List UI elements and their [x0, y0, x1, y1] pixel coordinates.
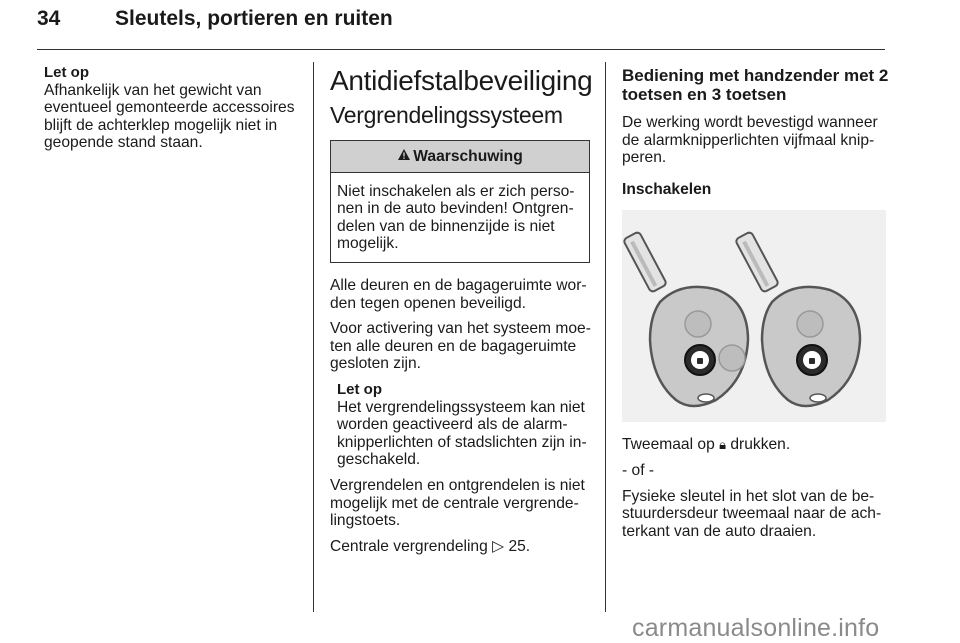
- column-2: [330, 64, 592, 563]
- xref-page: 25.: [508, 537, 531, 555]
- warning-text: Niet inschakelen als er zich personen in de auto bevinden! Ontgrendelen van de binnenzijde is niet mogelijk.: [337, 182, 575, 253]
- chapter-title: Sleutels, portieren en ruiten: [115, 7, 393, 30]
- page-header: [37, 2, 885, 36]
- paragraph: De werking wordt bevestigd wanneer de alarmknipperlichten vijfmaal knipperen.: [622, 114, 878, 167]
- instruction-step: [622, 436, 892, 454]
- watermark: carmanualsonline.info: [632, 614, 880, 642]
- subsection-title: Vergrendelingssysteem: [330, 102, 563, 128]
- note-title: Let op: [44, 64, 89, 81]
- note-title: Let op: [337, 380, 382, 398]
- warning-title: Waarschuwing: [413, 148, 523, 165]
- section-title: Antidiefstalbeveiliging: [330, 65, 593, 96]
- header-rule: [37, 49, 885, 50]
- paragraph: Vergrendelen en ontgrendelen is niet mogelijk met de centrale vergrendelingstoets.: [330, 476, 585, 530]
- column-3: [622, 64, 892, 548]
- warning-header: [331, 141, 589, 173]
- warning-box: [330, 140, 590, 263]
- step-text: Tweemaal op: [622, 436, 715, 454]
- page-number: 34: [37, 7, 61, 30]
- column-divider-2: [605, 62, 606, 612]
- remote-key-left: [623, 232, 748, 407]
- paragraph: Fysieke sleutel in het slot van de bestuurdersdeur tweemaal naar de achterkant van de auto draaien.: [622, 487, 882, 540]
- column-divider-1: [313, 62, 314, 612]
- xref-text: Centrale vergrendeling: [330, 537, 488, 555]
- remote-keys-illustration: [622, 210, 886, 422]
- paragraph: Voor activering van het systeem moeten alle deuren en de bagageruimte gesloten zijn.: [330, 320, 591, 373]
- note-block: [337, 381, 592, 469]
- xref-arrow-icon: ▷: [492, 537, 505, 555]
- lock-button-icon: 🔒︎: [719, 437, 727, 453]
- note-text: Afhankelijk van het gewicht van eventueel gemonteerde accessoires blijft de achterklep mogelijk niet in geopende stand staan.: [44, 81, 295, 152]
- warning-icon: [397, 148, 411, 166]
- step-text: drukken.: [730, 436, 791, 454]
- paragraph: Alle deuren en de bagageruimte worden tegen openen beveiligd.: [330, 276, 587, 312]
- column-1: [44, 64, 302, 152]
- subheading: Inschakelen: [622, 180, 712, 198]
- note-text: Het vergrendelingssysteem kan niet worden geactiveerd als de alarmknipperlichten of stadslichten zijn ingeschakeld.: [337, 398, 587, 469]
- cross-reference[interactable]: [330, 538, 592, 556]
- section-heading: Bediening met handzender met 2 toetsen en 3 toetsen: [622, 66, 889, 104]
- remote-key-right: [735, 232, 860, 407]
- or-separator: - of -: [622, 461, 655, 479]
